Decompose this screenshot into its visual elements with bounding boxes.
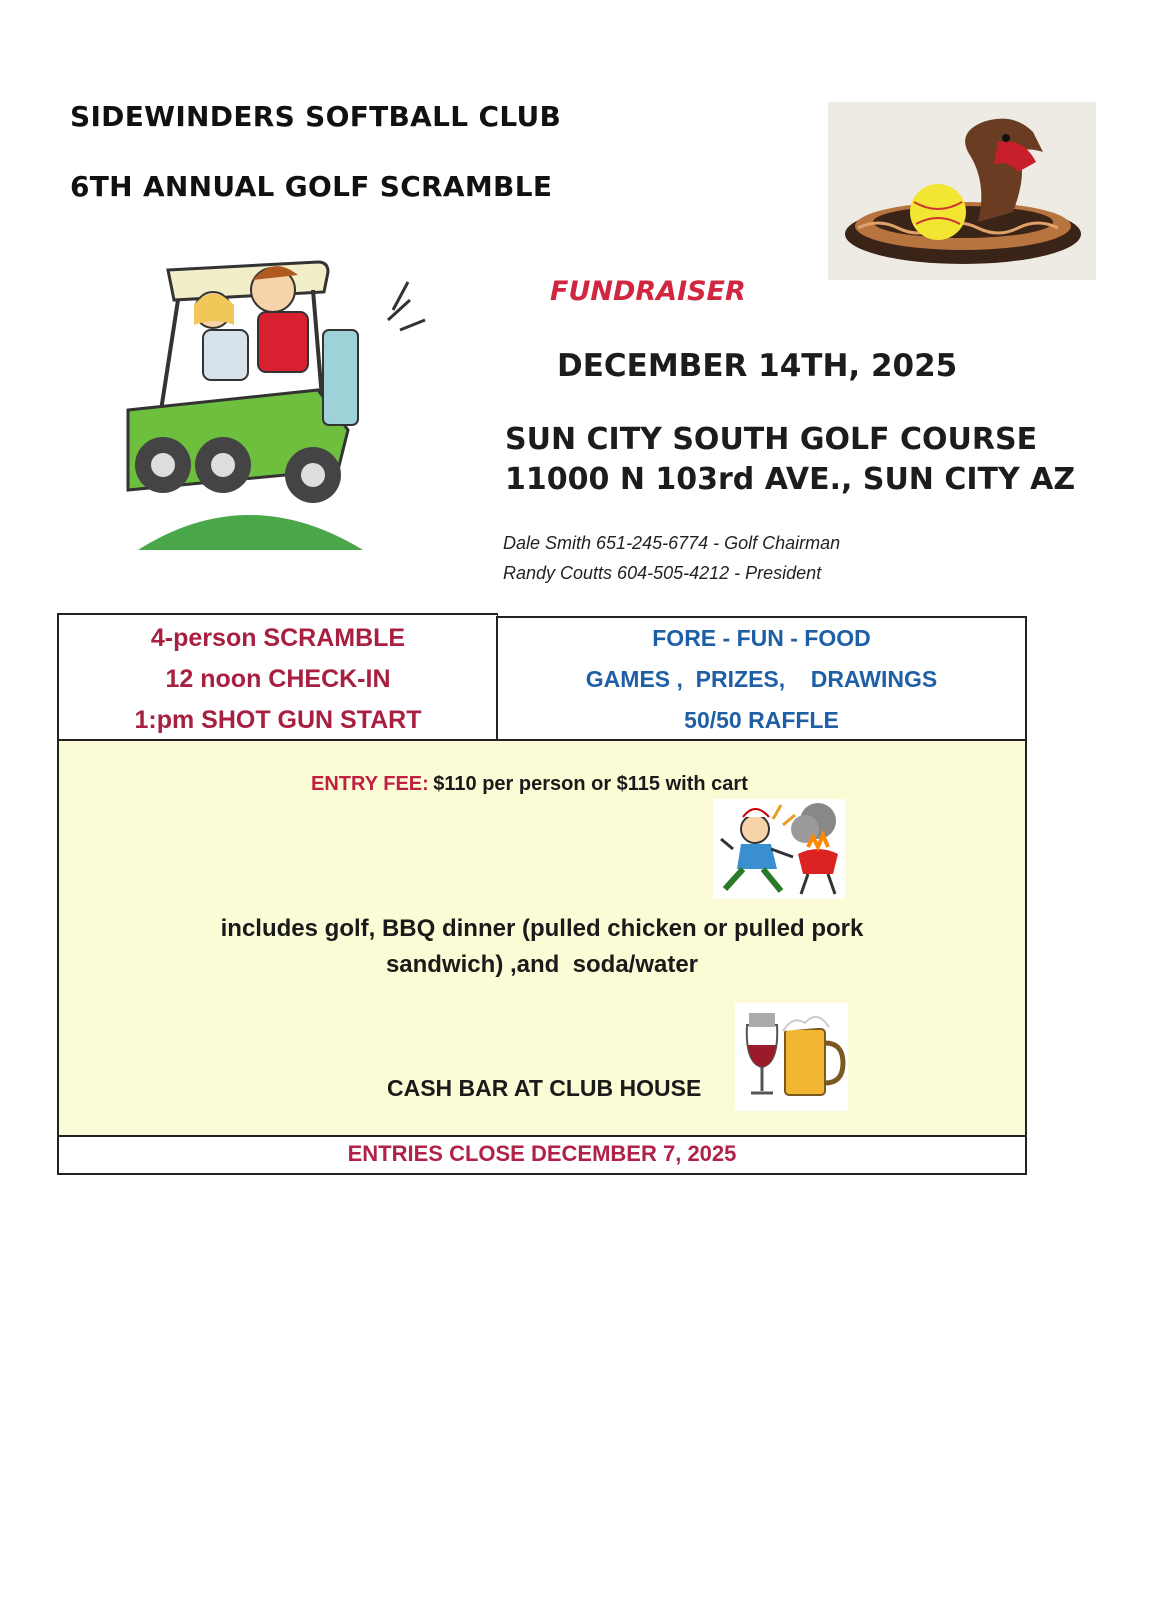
entries-close-row (57, 1135, 1027, 1175)
entries-close-text: ENTRIES CLOSE DECEMBER 7, 2025 (347, 1141, 737, 1166)
drinks-icon (735, 1003, 848, 1111)
contact-list (503, 528, 840, 588)
golf-cart-icon (108, 250, 448, 572)
activity-line: FORE - FUN - FOOD (652, 625, 871, 651)
venue-address: 11000 N 103rd AVE., SUN CITY AZ (505, 462, 1076, 497)
includes-line-1: includes golf, BBQ dinner (pulled chicken or pulled pork (220, 915, 864, 942)
fee-panel (57, 739, 1027, 1137)
includes-text (59, 911, 1025, 983)
fundraiser-label: FUNDRAISER (550, 276, 746, 307)
entry-fee (311, 773, 748, 796)
snake-icon (828, 102, 1096, 280)
format-line: 4-person SCRAMBLE (150, 624, 406, 652)
event-title: 6TH ANNUAL GOLF SCRAMBLE (70, 170, 553, 203)
venue-name: SUN CITY SOUTH GOLF COURSE (505, 422, 1038, 457)
activities-cell (496, 616, 1027, 741)
activity-line: 50/50 RAFFLE (684, 707, 839, 733)
event-date: DECEMBER 14TH, 2025 (557, 348, 958, 384)
includes-line-2: sandwich) ,and soda/water (385, 951, 699, 978)
entry-fee-label: ENTRY FEE: (311, 773, 429, 795)
cash-bar-note: CASH BAR AT CLUB HOUSE (387, 1075, 702, 1101)
contact-golf-chairman: Dale Smith 651-245-6774 - Golf Chairman (503, 533, 841, 553)
entry-fee-text: $110 per person or $115 with cart (433, 773, 748, 795)
bbq-icon (713, 799, 845, 899)
format-line: 12 noon CHECK-IN (165, 665, 391, 693)
format-line: 1:pm SHOT GUN START (134, 706, 422, 734)
activity-line: GAMES , PRIZES, DRAWINGS (585, 666, 938, 692)
format-cell (57, 613, 498, 741)
contact-president: Randy Coutts 604-505-4212 - President (503, 563, 822, 583)
club-title: SIDEWINDERS SOFTBALL CLUB (70, 100, 562, 133)
